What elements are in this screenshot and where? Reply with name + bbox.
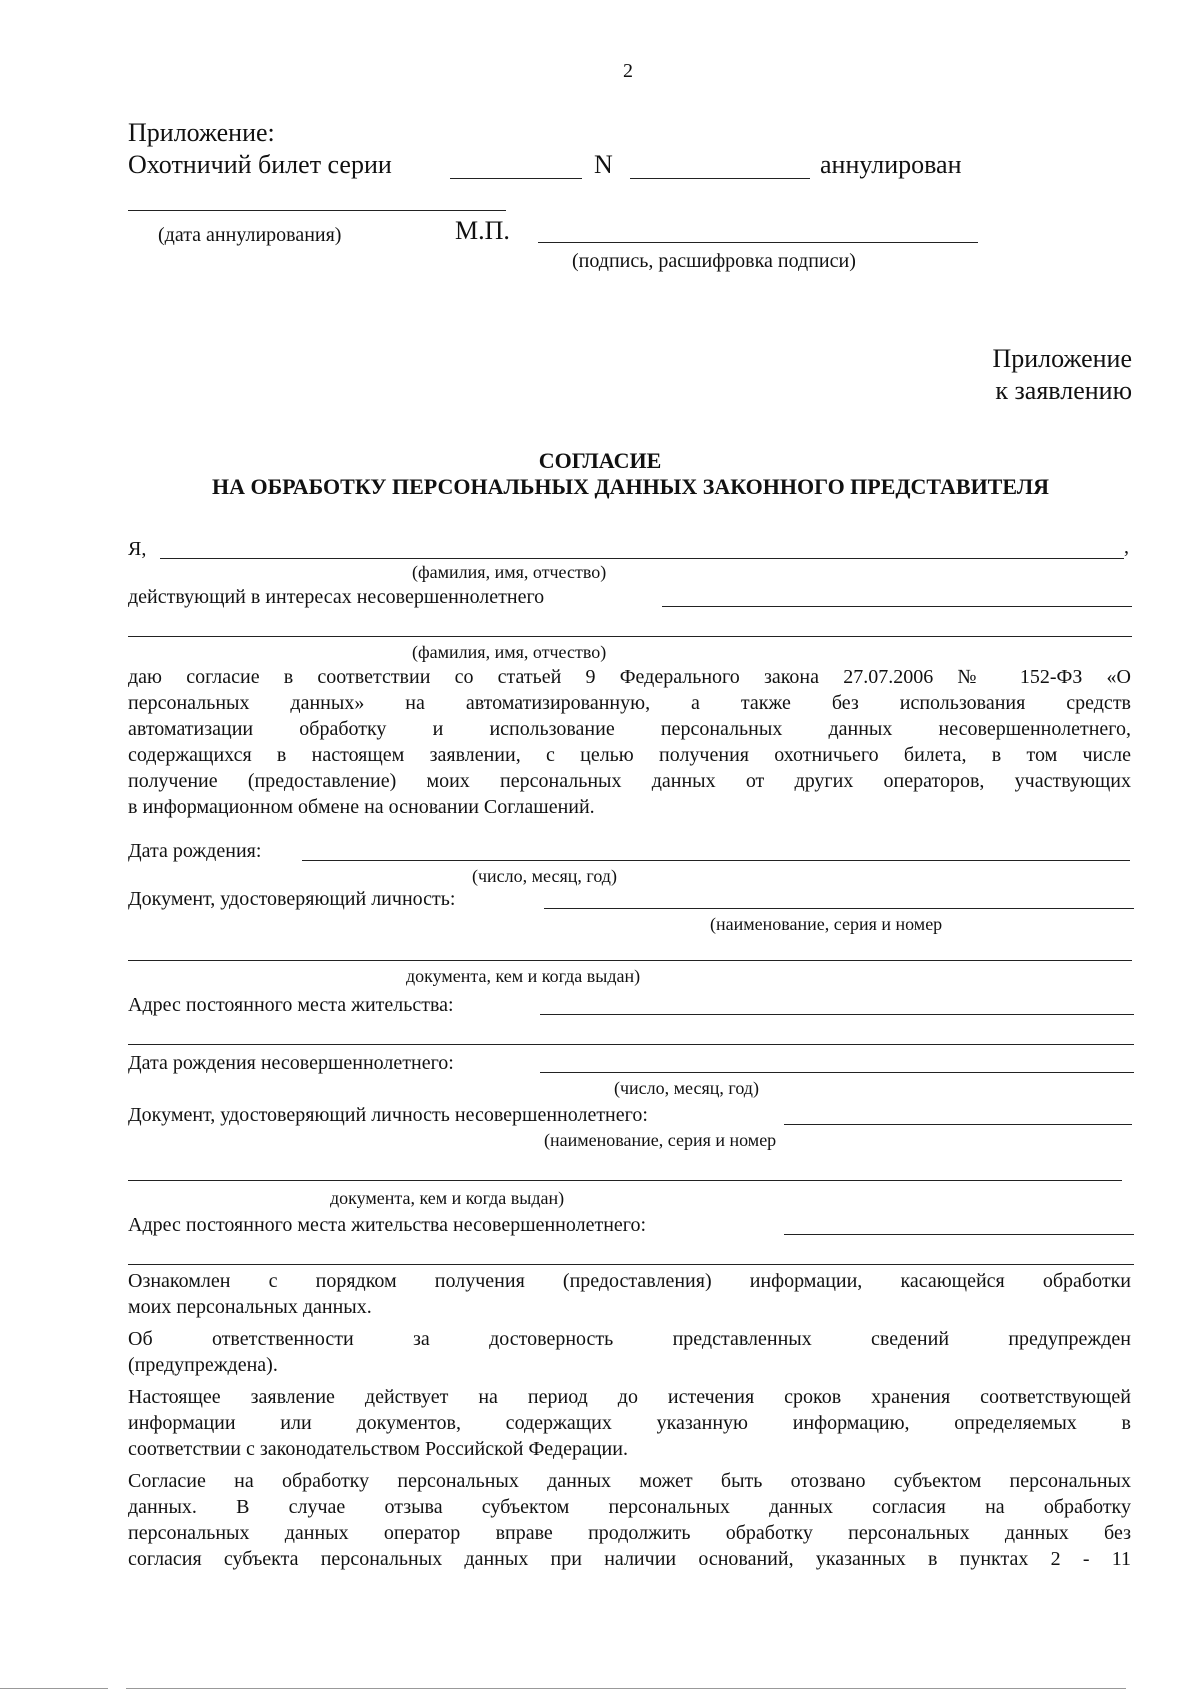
consent-line: в информационном обмене на основании Соглашений. <box>128 796 595 818</box>
consent-line: содержащихся в настоящем заявлении, с целью получения охотничьего билета, в том числе <box>128 744 1131 766</box>
paragraph-line: Об ответственности за достоверность представленных сведений предупрежден <box>128 1328 1131 1350</box>
signature-caption: (подпись, расшифровка подписи) <box>572 250 856 272</box>
consent-line: автоматизации обработку и использование персональных данных несовершеннолетнего, <box>128 718 1131 740</box>
minor-id-doc-label: Документ, удостоверяющий личность несовершеннолетнего: <box>128 1104 648 1126</box>
signature-field[interactable] <box>538 242 978 243</box>
minor-fio-field-2[interactable] <box>128 636 1132 637</box>
paragraph-line: согласия субъекта персональных данных при наличии оснований, указанных в пунктах 2 - 11 <box>128 1548 1131 1570</box>
ticket-series-field[interactable] <box>450 178 582 179</box>
id-doc-field-2[interactable] <box>128 960 1132 961</box>
i-label: Я, <box>128 538 147 560</box>
acting-label: действующий в интересах несовершеннолетнего <box>128 586 545 608</box>
consent-line: даю согласие в соответствии со статьей 9 Федерального закона 27.07.2006 № 152-ФЗ «О <box>128 666 1131 688</box>
consent-line: получение (предоставление) моих персональных данных от других операторов, участвующих <box>128 770 1131 792</box>
minor-id-doc-field-2[interactable] <box>128 1180 1122 1181</box>
minor-fio-field-1[interactable] <box>662 606 1132 607</box>
minor-id-doc-field-1[interactable] <box>784 1124 1132 1125</box>
appendix-right-line1: Приложение <box>992 344 1132 373</box>
minor-address-field-1[interactable] <box>784 1234 1134 1235</box>
bottom-edge-line-left <box>0 1688 108 1689</box>
id-doc-field-1[interactable] <box>544 908 1134 909</box>
consent-heading: СОГЛАСИЕ <box>538 448 662 473</box>
ticket-number-mark: N <box>594 150 613 179</box>
page-number: 2 <box>623 60 633 82</box>
fio-caption-1: (фамилия, имя, отчество) <box>412 562 607 582</box>
paragraph-line: Ознакомлен с порядком получения (предоставления) информации, касающейся обработки <box>128 1270 1131 1292</box>
paragraph-line: (предупреждена). <box>128 1354 278 1376</box>
appendix-title: Приложение: <box>128 118 275 147</box>
consent-subheading: НА ОБРАБОТКУ ПЕРСОНАЛЬНЫХ ДАННЫХ ЗАКОННОГО ПРЕДСТАВИТЕЛЯ <box>211 474 1050 499</box>
paragraph-line: Согласие на обработку персональных данных может быть отозвано субъектом персональных <box>128 1470 1131 1492</box>
cancel-date-caption: (дата аннулирования) <box>158 224 342 246</box>
stamp-label: М.П. <box>455 216 510 245</box>
minor-id-doc-caption-2: документа, кем и когда выдан) <box>330 1188 565 1208</box>
paragraph-line: моих персональных данных. <box>128 1296 372 1318</box>
paragraph-line: Настоящее заявление действует на период до истечения сроков хранения соответствующей <box>128 1386 1131 1408</box>
address-label: Адрес постоянного места жительства: <box>128 994 454 1016</box>
appendix-right-line2: к заявлению <box>995 376 1132 405</box>
bottom-edge-line <box>126 1688 1126 1689</box>
closing-text <box>128 1268 1131 1572</box>
minor-birth-date-caption: (число, месяц, год) <box>614 1078 759 1098</box>
minor-address-label: Адрес постоянного места жительства несовершеннолетнего: <box>128 1214 647 1236</box>
address-field-2[interactable] <box>128 1044 1134 1045</box>
fio-comma: , <box>1124 536 1129 558</box>
minor-birth-date-label: Дата рождения несовершеннолетнего: <box>128 1052 454 1074</box>
minor-address-field-2[interactable] <box>128 1264 1134 1265</box>
representative-fio-field[interactable] <box>160 558 1124 559</box>
birth-date-caption: (число, месяц, год) <box>472 866 617 886</box>
cancel-date-field[interactable] <box>128 210 506 211</box>
ticket-number-field[interactable] <box>630 178 810 179</box>
id-doc-caption-2: документа, кем и когда выдан) <box>406 966 641 986</box>
id-doc-label: Документ, удостоверяющий личность: <box>128 888 456 910</box>
birth-date-label: Дата рождения: <box>128 840 262 862</box>
ticket-cancelled-label: аннулирован <box>820 150 962 179</box>
paragraph-line: соответствии с законодательством Российской Федерации. <box>128 1438 628 1460</box>
id-doc-caption-1: (наименование, серия и номер <box>710 914 943 934</box>
consent-line: персональных данных» на автоматизированную, а также без использования средств <box>128 692 1131 714</box>
consent-paragraph <box>128 664 1131 820</box>
fio-caption-2: (фамилия, имя, отчество) <box>412 642 607 662</box>
ticket-series-label: Охотничий билет серии <box>128 150 392 179</box>
address-field-1[interactable] <box>540 1014 1134 1015</box>
paragraph-line: информации или документов, содержащих указанную информацию, определяемых в <box>128 1412 1131 1434</box>
birth-date-field[interactable] <box>302 860 1130 861</box>
minor-id-doc-caption-1: (наименование, серия и номер <box>544 1130 777 1150</box>
paragraph-line: данных. В случае отзыва субъектом персональных данных согласия на обработку <box>128 1496 1131 1518</box>
paragraph-line: персональных данных оператор вправе продолжить обработку персональных данных без <box>128 1522 1131 1544</box>
minor-birth-date-field[interactable] <box>540 1072 1134 1073</box>
